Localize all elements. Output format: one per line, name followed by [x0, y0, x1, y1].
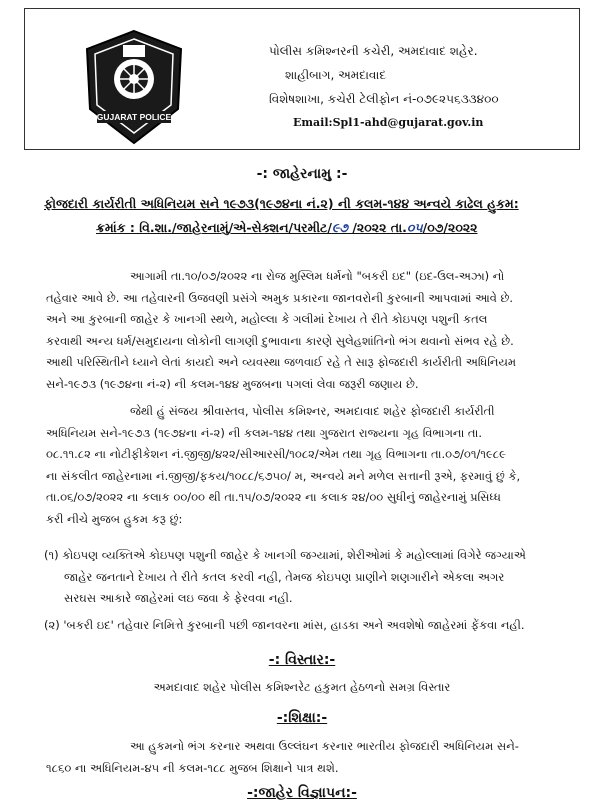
- reference-number: ક્રમાંક : વિ.શા./જાહેરનામું/એ-સેક્શન/પરમીટ/૯૭ /૨૦૨૨ તા.૦૫/૦૭/૨૦૨૨: [96, 220, 478, 235]
- office-phone: વિશેષશાખા, કચેરી ટેલીફોન નં-૦૭૯૨૫૬૩૩૪૦૦: [269, 92, 499, 106]
- penalty-title: -:શિક્ષા:-: [276, 710, 328, 726]
- notice-title: -: જાહેરનામુ :-: [256, 166, 348, 182]
- notice-subject: ફોજદારી કાર્યરીતી અધિનિયમ સને ૧૯૭૩(૧૯૭૪ના નં.૨) ની કલમ-૧૪૪ અન્વયે કાઢેલ હુકમ:: [44, 196, 519, 211]
- order-item-1: (૧) કોઇપણ વ્યક્તિએ કોઇપણ પશુની જાહેર કે ખાનગી જગ્યામાં, શેરીઓમાં કે મહોલ્લામાં વિગેરે જગ્યાએ જાહેર જનતાને દેખાય તે રીતે કતલ કરવી નહી, તેમજ કોઇપણ પ્રાણીને શણગારીને એકલા અગર સરઘસ આકારે જાહેરમાં લઇ જવા કે ફેરવવા નહી.: [44, 548, 526, 605]
- office-details: [269, 39, 601, 135]
- gujarat-police-emblem-icon: [75, 27, 193, 147]
- area-text: અમદાવાદ શહેર પોલીસ કમિશ્નરેટ હકુમત હેઠળનો સમગ્ર વિસ્તાર: [153, 680, 451, 694]
- ref-number-handwritten: ૯૭: [331, 220, 348, 235]
- letterhead-box: [24, 8, 580, 150]
- office-address: શાહીબાગ, અમદાવાદ: [285, 68, 387, 82]
- office-name: પોલીસ કમિશ્નરની કચેરી, અમદાવાદ શહેર.: [269, 44, 478, 58]
- penalty-text: આ હુકમનો ભંગ કરનાર અથવા ઉલ્લંઘન કરનાર ભારતીય ફોજદારી અધિનિયમ સને- ૧૮૬૦ ના અધિનિયમ-૪૫ ની કલમ-૧૮૮ મુજબ શિક્ષાને પાત્ર થશે.: [46, 739, 519, 775]
- paragraph-background: આગામી તા.૧૦/૦૭/૨૦૨૨ ના રોજ મુસ્લિમ ધર્મનો "બકરી ઇદ" (ઇદ-ઉલ-અઝા) નો તહેવાર આવે છે. આ તહેવારની ઉજવણી પ્રસંગે અમુક પ્રકારના જાનવરોની કુરબાની આપવામાં આવે છે. અને આ કુરબાની જાહેર કે ખાનગી સ્થળે, મહોલ્લા કે ગલીમાં દેખાય તે રીતે કોઇપણ પશુની કતલ કરવાથી અન્ય ધર્મ/સમુદાયના લોકોની લાગણી દુભાવાના કારણે સુલેહશાંતિનો ભંગ થવાનો સંભવ રહે છે. આથી પરિસ્થિતીને ધ્યાને લેતાં કાયદો અને વ્યવસ્થા જળવાઈ રહે તે સારૂ ફોજદારી કાર્યરીતી અધિનિયમ સને-૧૯૭૩ (૧૯૭૪ના નં-૨) ની કલમ-૧૪૪ મુજબના પગલાં લેવા જરૂરી જણાય છે.: [46, 269, 517, 391]
- office-email: Email:Spl1-ahd@gujarat.gov.in: [293, 116, 484, 129]
- order-item-2: (૨) 'બકરી ઇદ' તહેવાર નિમિત્તે કુરબાની પછી જાનવરના માંસ, હાડકા અને અવશેષો જાહેરમાં ફેંકવા નહી.: [44, 618, 525, 632]
- paragraph-order: જેથી હું સંજય શ્રીવાસ્તવ, પોલીસ કમિશ્નર, અમદાવાદ શહેર ફોજદારી કાર્યરીતી અધિનિયમ સને-૧૯૭૩ (૧૯૭૪ના નં-૨) ની કલમ-૧૪૪ તથા ગુજરાત રાજ્યના ગૃહ વિભાગના તા. ૦૮.૧૧.૮૨ ના નોટીફીકેશન નં.જીજી/૪૨૨/સીઆરસી/૧૦૮૨/એમ તથા ગૃહ વિભાગના તા.૦૭/૦૧/૧૯૮૯ ના સંકલીત જાહેરનામા નં.જીજી/ફકય/૧૦૮૮/૬૭૫૦/ મ, અન્વયે મને મળેલ સત્તાની રૂએ, ફરમાવું છું કે, તા.૦૬/૦૭/૨૦૨૨ ના કલાક ૦૦/૦૦ થી તા.૧૫/૦૭/૨૦૨૨ ના કલાક ૨૪/૦૦ સુધીનું જાહેરનામું પ્રસિધ્ધ કરી નીચે મુજબ હુકમ કરૂ છું:: [46, 404, 521, 526]
- ref-day-handwritten: ૦૫: [406, 220, 423, 235]
- public-notice-title: -:જાહેર વિજ્ઞાપન:-: [247, 785, 357, 801]
- logo-text: GUJARAT POLICE: [96, 112, 172, 122]
- area-title: -: વિસ્તાર:-: [268, 652, 336, 668]
